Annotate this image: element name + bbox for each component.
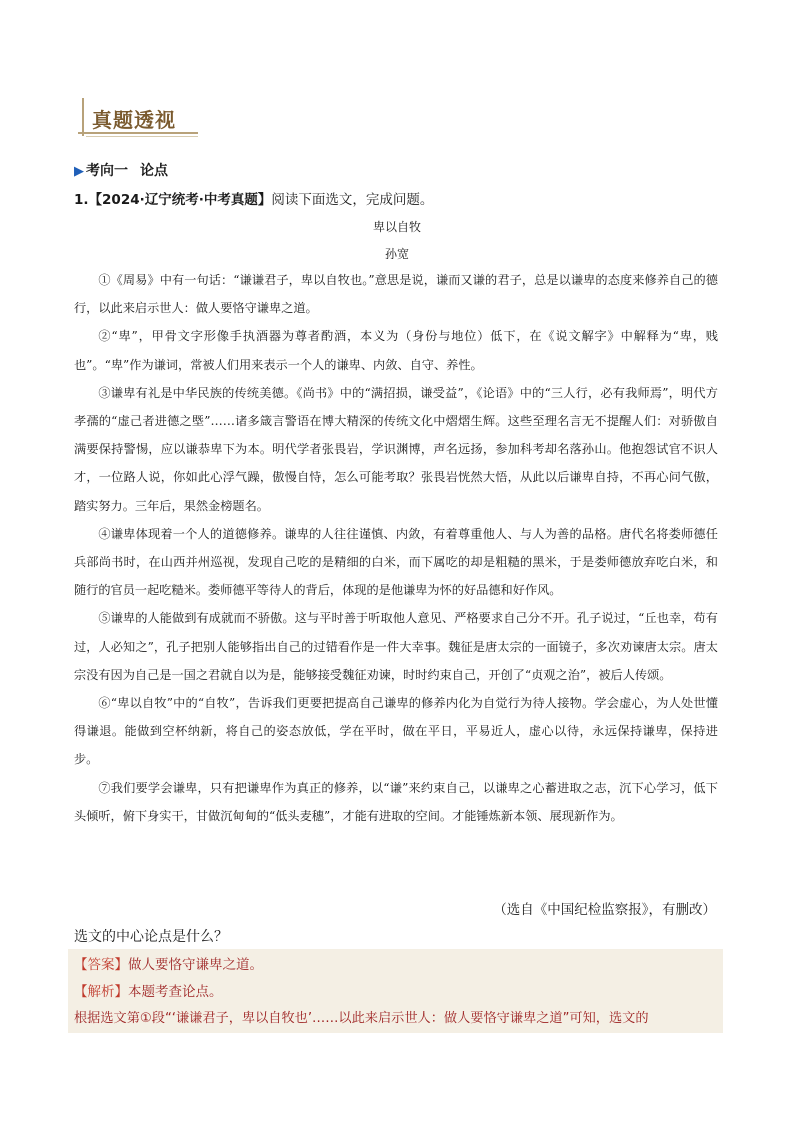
header-vertical-rule <box>82 98 84 136</box>
article-paragraph-6: ⑥“卑以自牧”中的“自牧”，告诉我们更要把提高自己谦卑的修养内化为自觉行为待人接物。学会虚心，为人处世懂得谦退。能做到空杯纳新，将自己的姿态放低，学在平时，做在平日，平易近人，虚心以待，永远保持谦卑，保持进步。 <box>74 696 718 767</box>
question-prompt: 选文的中心论点是什么？ <box>74 929 228 945</box>
explanation-line: 根据选文第①段“‘谦谦君子，卑以自牧也’……以此来启示世人：做人要恪守谦卑之道”可知，选文的 <box>74 1011 649 1026</box>
answer-text: 做人要恪守谦卑之道。 <box>128 957 263 973</box>
article-paragraph-7: ⑦我们要学会谦卑，只有把谦卑作为真正的修养，以“谦”来约束自己，以谦卑之心蓄进取之志，沉下心学习，低下头倾听，俯下身实干，甘做沉甸甸的“低头麦穗”，才能有进取的空间。才能锤炼新本领、展现新作为。 <box>74 780 718 823</box>
question-source-tag: 【2024·辽宁统考·中考真题】 <box>88 192 272 208</box>
article-paragraph-5: ⑤谦卑的人能做到有成就而不骄傲。这与平时善于听取他人意见、严格要求自己分不开。孔子说过，“丘也幸，苟有过，人必知之”，孔子把别人能够指出自己的过错看作是一件大幸事。魏征是唐太宗的一面镜子，多次劝谏唐太宗。唐太宗没有因为自己是一国之君就自以为是，能够接受魏征劝谏，时时约束自己，开创了“贞观之治”，被后人传颂。 <box>74 611 718 682</box>
answer-line <box>74 953 263 973</box>
article-paragraph-2: ②“卑”，甲骨文字形像手执酒器为尊者酌酒，本义为（身份与地位）低下，在《说文解字》中解释为“卑，贱也”。“卑”作为谦词，常被人们用来表示一个人的谦卑、内敛、自守、养性。 <box>74 329 718 372</box>
analysis-tag: 【解析】 <box>74 984 128 1000</box>
section-title: 真题透视 <box>92 108 176 132</box>
analysis-text: 本题考查论点。 <box>128 984 223 1000</box>
article-title: 卑以自牧 <box>372 220 421 234</box>
article-paragraph-1: ①《周易》中有一句话：“谦谦君子，卑以自牧也。”意思是说，谦而又谦的君子，总是以谦卑的态度来修养自己的德行，以此来启示世人：做人要恪守谦卑之道。 <box>74 273 718 316</box>
article-body <box>74 266 718 830</box>
question-number: 1. <box>74 192 89 208</box>
article-paragraph-3: ③谦卑有礼是中华民族的传统美德。《尚书》中的“满招损，谦受益”，《论语》中的“三人行，必有我师焉”，明代方孝孺的“虚己者进德之塈”……诸多箴言警语在博大精深的传统文化中熠熠生辉。这些至理名言无不提醒人们：对骄傲自满要保持警惕，应以谦恭卑下为本。明代学者张畏岩，学识渊博，声名远扬，参加科考却名落孙山。他抱怨试官不识人才，一位路人说，你如此心浮气躁，傲慢自恃，怎么可能考取？张畏岩恍然大悟，从此以后谦卑自持，不再心问气傲，踏实努力。三年后，果然金榜题名。 <box>74 385 718 513</box>
topic-heading <box>74 160 168 180</box>
section-header <box>78 98 198 136</box>
article-source: （选自《中国纪检监察报》，有删改） <box>493 902 716 918</box>
topic-prefix: 考向一 <box>86 163 128 179</box>
header-underline <box>86 136 198 137</box>
question-line <box>74 188 433 208</box>
answer-tag: 【答案】 <box>74 957 128 973</box>
triangle-marker-icon: ▶ <box>74 164 84 179</box>
question-instruction: 阅读下面选文，完成问题。 <box>271 192 434 208</box>
analysis-line <box>74 980 223 1000</box>
article-paragraph-4: ④谦卑体现着一个人的道德修养。谦卑的人往往谨慎、内敛，有着尊重他人、与人为善的品格。唐代名将娄师德任兵部尚书时，在山西并州巡视，发现自己吃的是精细的白米，而下属吃的却是粗糙的黑米，于是娄师德放弃吃白米，和随行的官员一起吃糙米。娄师德平等待人的背后，体现的是他谦卑为怀的好品德和好作风。 <box>74 526 718 598</box>
topic-label: 论点 <box>140 163 168 179</box>
article-author: 孙宽 <box>384 247 409 261</box>
